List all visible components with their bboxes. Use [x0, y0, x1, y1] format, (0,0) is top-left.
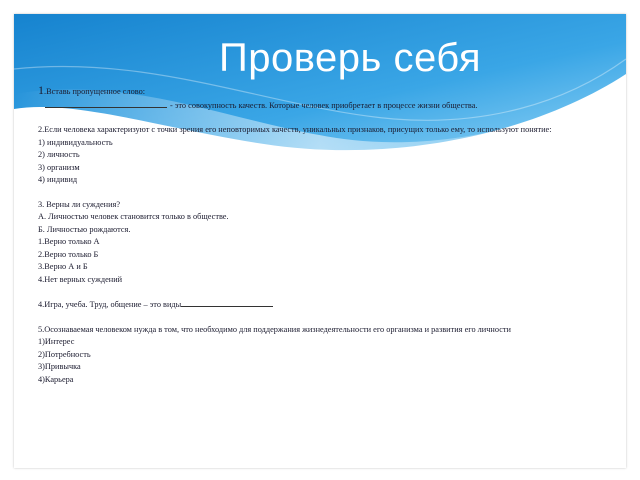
option: 3) организм — [38, 162, 80, 172]
slide-title: Проверь себя — [219, 36, 481, 80]
question-1-number: 1 — [38, 83, 44, 97]
slide — [14, 14, 626, 468]
option: 4) индивид — [38, 175, 78, 184]
question-3-text: 3. Верны ли суждения? — [38, 199, 121, 209]
option: 3)Привычка — [38, 362, 81, 371]
answer-blank — [45, 99, 167, 108]
answer-blank — [181, 298, 273, 307]
option: 1) индивидуальность — [38, 137, 113, 147]
slide-body — [38, 84, 598, 386]
statement: А. Личностью человек становится только в обществе. — [38, 212, 229, 221]
question-1-prompt-text: .Вставь пропущенное слово: — [44, 87, 146, 96]
option: 1)Интерес — [38, 337, 75, 346]
question-1-prompt — [38, 84, 598, 99]
question-1-sentence-text: - это совокупность качеств. Которые человек приобретает в процессе жизни общества. — [170, 100, 478, 110]
option: 4)Карьера — [38, 374, 74, 384]
question-5-text: 5.Осознаваемая человеком нужда в том, что необходимо для поддержания жизнедеятельности его организма и развития его личности — [38, 324, 511, 334]
option: 2.Верно только Б — [38, 249, 99, 259]
option: 2) личность — [38, 150, 80, 159]
question-4-text: 4.Игра, учеба. Труд, общение – это виды — [38, 300, 182, 309]
option: 1.Верно только А — [38, 237, 100, 246]
option: 3.Верно А и Б — [38, 262, 88, 271]
question-2-text: 2.Если человека характеризуют с точки зрения его неповторимых качеств, уникальных признаков, присущих только ему, то используют понятие: — [38, 125, 552, 134]
statement: Б. Личностью рождаются. — [38, 224, 131, 234]
question-4 — [38, 298, 598, 312]
question-1-sentence — [38, 99, 598, 113]
option: 4.Нет верных суждений — [38, 274, 123, 284]
option: 2)Потребность — [38, 349, 91, 359]
